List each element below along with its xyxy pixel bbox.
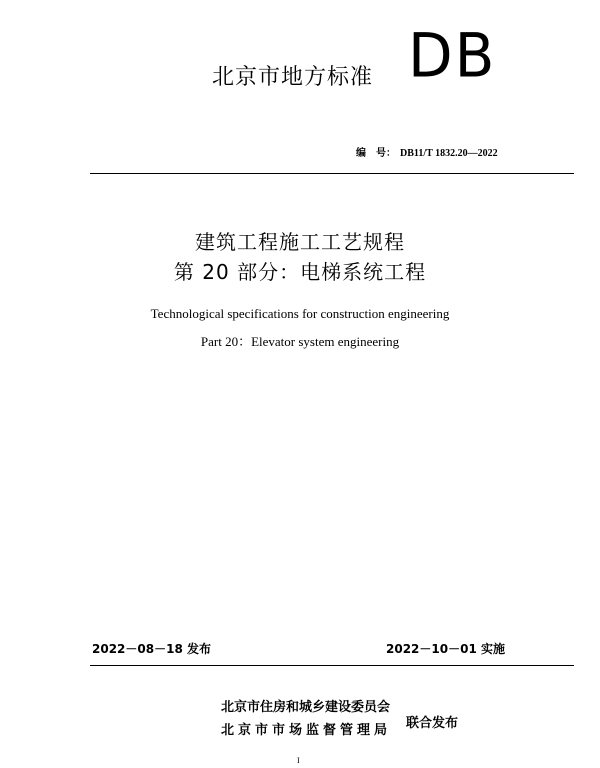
issue-date: 2022－08－18 发布 (92, 642, 211, 656)
joint-issue-label: 联合发布 (406, 716, 459, 731)
db-mark: DB (408, 20, 497, 92)
issuer-line2: 北京市市场监督管理局 (221, 723, 392, 738)
implementation-date: 2022－10－01 实施 (386, 642, 505, 656)
standard-category: 北京市地方标准 (212, 65, 374, 90)
title-english-line1: Technological specifications for construction engineering (150, 306, 450, 321)
title-chinese-line1: 建筑工程施工工艺规程 (195, 230, 405, 254)
title-chinese-line2: 第 20 部分：电梯系统工程 (173, 260, 427, 284)
page-number: I (297, 756, 300, 765)
issuer-line1: 北京市住房和城乡建设委员会 (221, 700, 391, 715)
standard-number-label: 编 号： (356, 148, 396, 159)
top-divider (90, 173, 574, 174)
title-english-line2: Part 20：Elevator system engineering (200, 334, 400, 349)
standard-number: DB11/T 1832.20—2022 (400, 148, 498, 159)
bottom-divider (90, 665, 574, 666)
standard-number-line (356, 144, 498, 159)
